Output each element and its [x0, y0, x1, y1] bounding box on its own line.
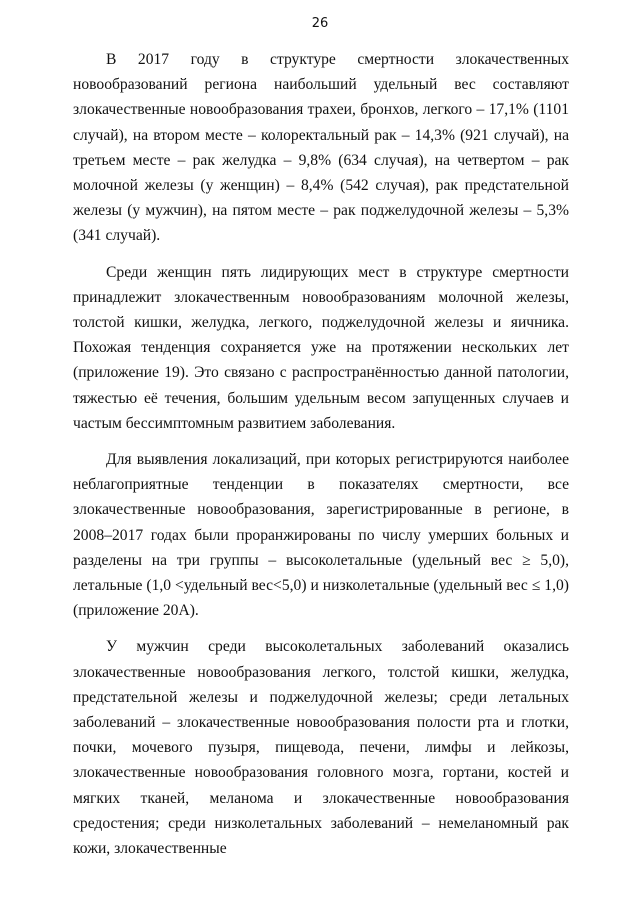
text-body	[73, 47, 569, 872]
paragraph-localization-ranking: Для выявления локализаций, при которых регистрируются наиболее неблагоприятные тенденции в показателях смертности, все злокачественные новообразования, зарегистрированные в регионе, в 2008–2017 годах были проранжированы по числу умерших больных и разделены на три группы – высоколетальные (удельный вес ≥ 5,0), летальные (1,0 <удельный вес<5,0) и низколетальные (удельный вес ≤ 1,0) (приложение 20А).	[73, 451, 569, 620]
page-number: 26	[311, 16, 329, 31]
paragraph-mortality-structure-2017: В 2017 году в структуре смертности злокачественных новообразований региона наибольший удельный вес составляют злокачественные новообразования трахеи, бронхов, легкого – 17,1% (1101 случай), на втором месте – колоректальный рак – 14,3% (921 случай), на третьем месте – рак желудка – 9,8% (634 случая), на четвертом – рак молочной железы (у женщин) – 8,4% (542 случая), рак предстательной железы (у мужчин), на пятом месте – рак поджелудочной железы – 5,3% (341 случай).	[73, 51, 569, 245]
paragraph-women-leading-causes: Среди женщин пять лидирующих мест в структуре смертности принадлежит злокачественным новообразованиям молочной железы, толстой кишки, желудка, легкого, поджелудочной железы и яичника. Похожая тенденция сохраняется уже на протяжении нескольких лет (приложение 19). Это связано с распространённостью данной патологии, тяжестью её течения, большим удельным весом запущенных случаев и частым бессимптомным развитием заболевания.	[73, 263, 569, 432]
paragraph-men-high-lethality: У мужчин среди высоколетальных заболеваний оказались злокачественные новообразования легкого, толстой кишки, желудка, предстательной железы и поджелудочной железы; среди летальных заболеваний – злокачественные новообразования полости рта и глотки, почки, мочевого пузыря, пищевода, печени, лимфы и лейкозы, злокачественные новообразования головного мозга, гортани, костей и мягких тканей, меланома и злокачественные новообразования средостения; среди низколетальных заболеваний – немеланомный рак кожи, злокачественные	[73, 638, 569, 858]
